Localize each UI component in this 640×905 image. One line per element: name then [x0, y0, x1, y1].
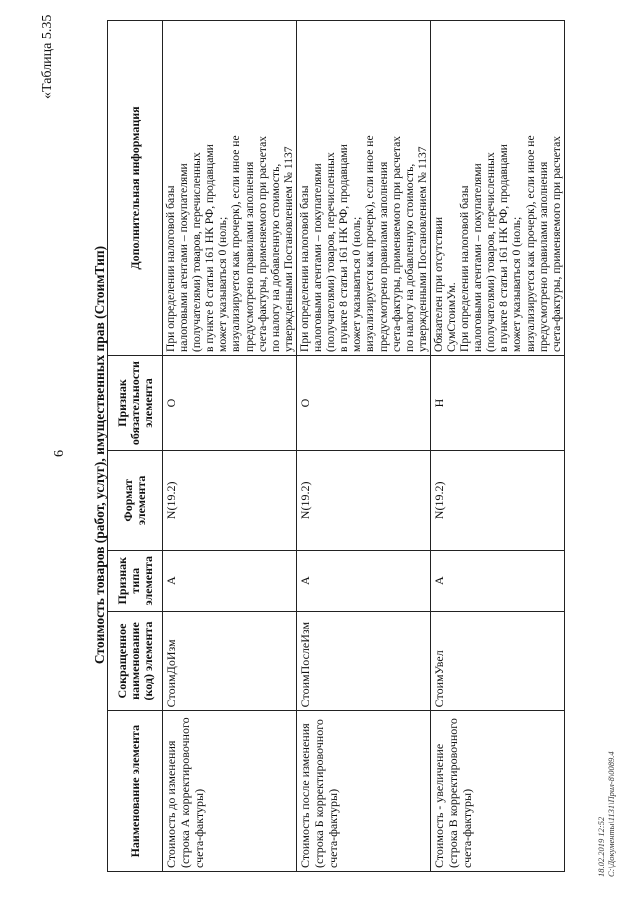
cell-element-code: СтоимУвел — [430, 611, 564, 711]
col-header-code: Сокращенное наименование (код) элемента — [108, 611, 163, 711]
cell-element-type: А — [163, 550, 297, 611]
table-reference: «Таблица 5.35 — [40, 14, 55, 99]
col-header-info: Дополнительная информация — [108, 21, 163, 356]
cell-element-name: Стоимость до изменения (строка А корректировочного счета-фактуры) — [163, 711, 297, 872]
footer-timestamp: 18.02.2019 12:52 — [596, 816, 606, 877]
cell-element-format: N(19.2) — [296, 451, 430, 551]
cell-element-info: При определении налоговой базы налоговыми агентами – покупателями (получателями) товаров, перечисленных в пункте 8 статьи 161 НК РФ, продавцами может указываться 0 (ноль; визуализируется как прочерк), если иное не предусмотрено правилами заполнения счета-фактуры, применяемого при расчетах по налогу на добавленную стоимость, утвержденными Постановлением № 1137 — [163, 21, 297, 356]
table-header-row — [108, 21, 163, 872]
elements-table — [107, 20, 565, 872]
cell-element-name: Стоимость - увеличение (строка В корректировочного счета-фактуры) — [430, 711, 564, 872]
cell-element-required: О — [163, 356, 297, 451]
page-number: 6 — [52, 450, 67, 457]
col-header-format: Формат элемента — [108, 451, 163, 551]
table-title: Стоимость товаров (работ, услуг), имущественных прав (СтоимТип) — [92, 245, 107, 665]
col-header-name: Наименование элемента — [108, 711, 163, 872]
cell-element-required: Н — [430, 356, 564, 451]
cell-element-type: А — [430, 550, 564, 611]
cell-element-name: Стоимость после изменения (строка Б корректировочного счета-фактуры) — [296, 711, 430, 872]
table-row — [296, 21, 430, 872]
footer-file-path: С:\Документы\1131\Прил-8\0089.4 — [606, 751, 616, 877]
col-header-type: Признак типа элемента — [108, 550, 163, 611]
cell-element-format: N(19.2) — [163, 451, 297, 551]
table-row — [430, 21, 564, 872]
cell-element-required: О — [296, 356, 430, 451]
cell-element-info: Обязателен при отсутствии СумСтоимУм. При определении налоговой базы налоговыми агентами – покупателями (получателями) товаров, перечисленных в пункте 8 статьи 161 НК РФ, продавцами может указываться 0 (ноль; визуализируется как прочерк), если иное не предусмотрено правилами заполнения счета-фактуры, применяемого при расчетах — [430, 21, 564, 356]
document-footer — [596, 751, 616, 877]
table-row — [163, 21, 297, 872]
cell-element-code: СтоимПослеИзм — [296, 611, 430, 711]
cell-element-type: А — [296, 550, 430, 611]
cell-element-format: N(19.2) — [430, 451, 564, 551]
cell-element-info: При определении налоговой базы налоговыми агентами – покупателями (получателями) товаров, перечисленных в пункте 8 статьи 161 НК РФ, продавцами может указываться 0 (ноль; визуализируется как прочерк), если иное не предусмотрено правилами заполнения счета-фактуры, применяемого при расчетах по налогу на добавленную стоимость, утвержденными Постановлением № 1137 — [296, 21, 430, 356]
col-header-required: Признак обязательности элемента — [108, 356, 163, 451]
cell-element-code: СтоимДоИзм — [163, 611, 297, 711]
